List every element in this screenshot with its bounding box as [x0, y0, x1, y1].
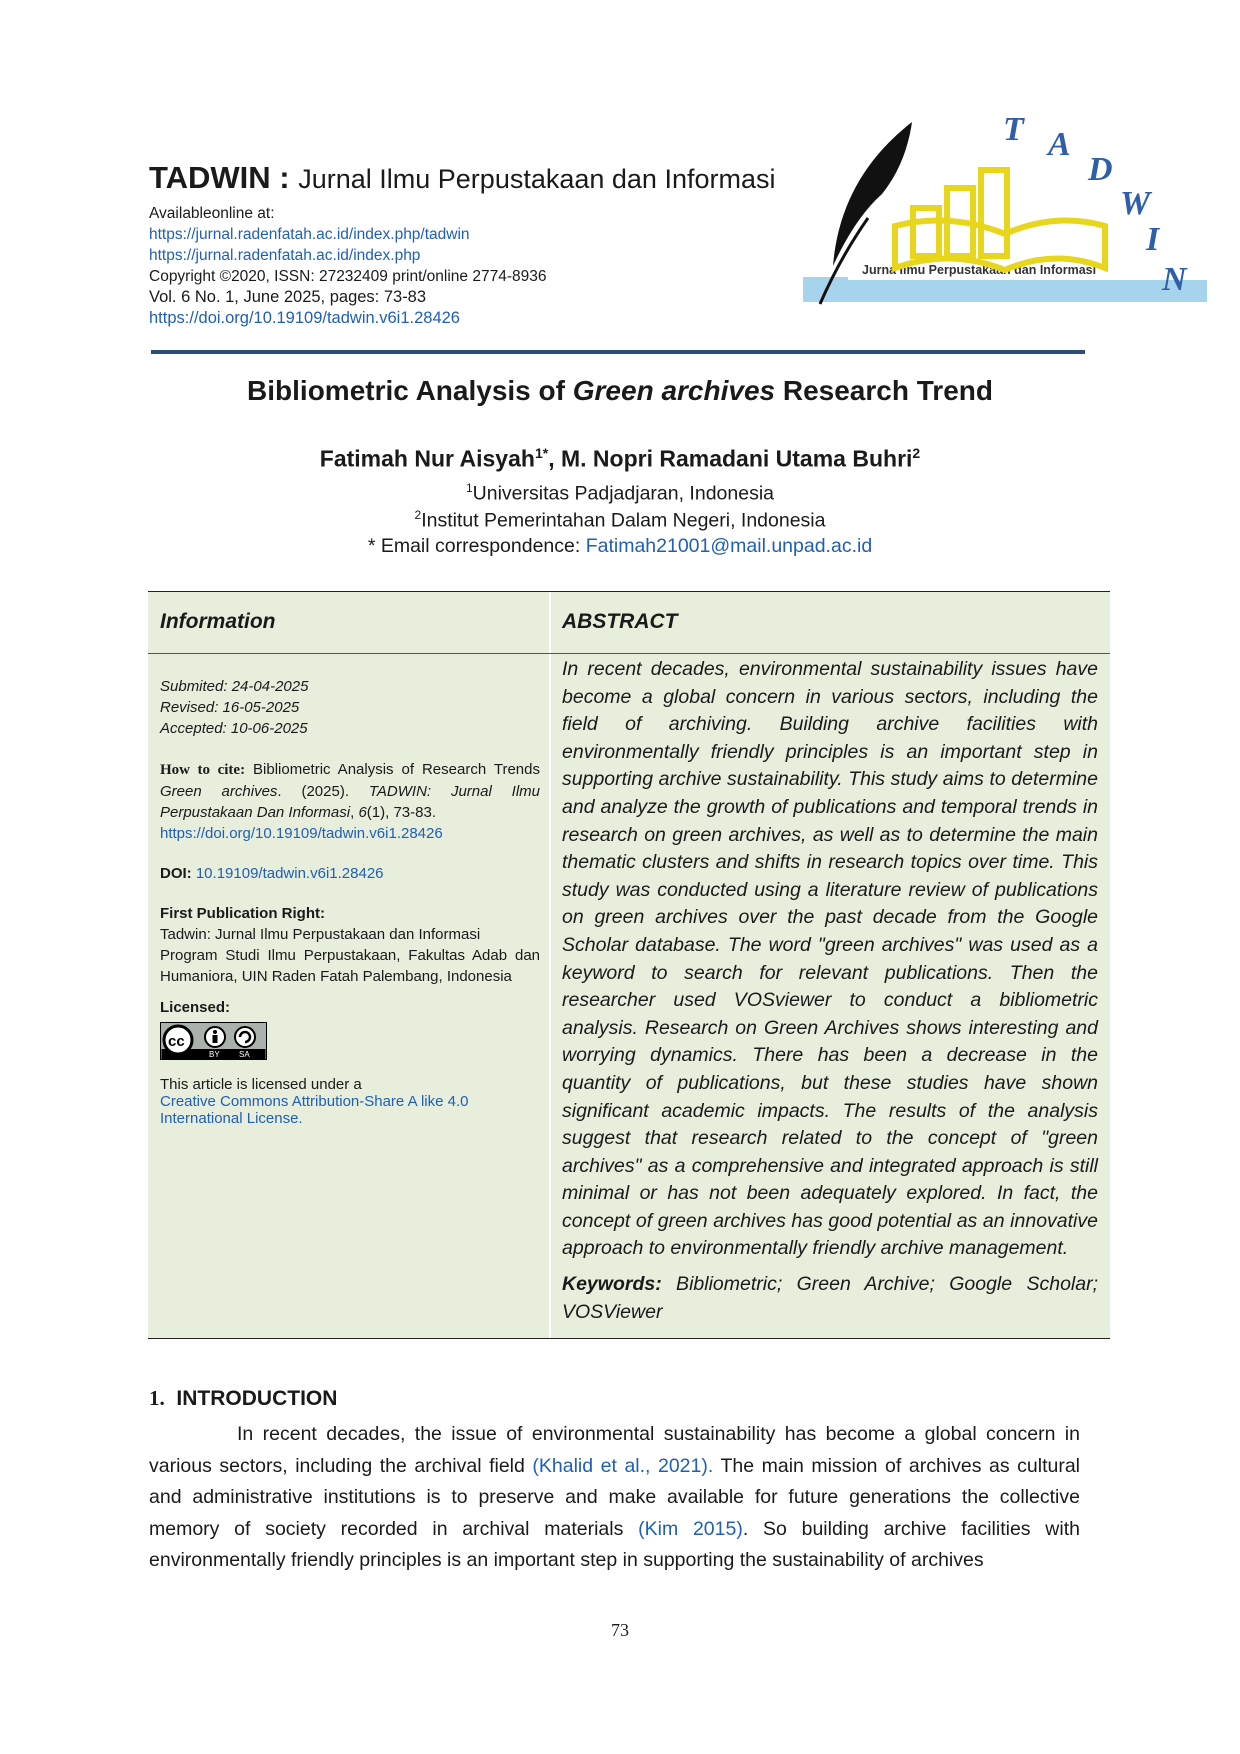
book-icon: [895, 170, 1105, 270]
citation-kim-link[interactable]: (Kim 2015): [638, 1517, 743, 1540]
keywords-line: Keywords: Bibliometric; Green Archive; Google Scholar; VOSViewer: [562, 1273, 1098, 1323]
author-2: M. Nopri Ramadani Utama Buhri: [560, 445, 913, 472]
copyright-text: Copyright ©2020, ISSN: 27232409 print/online 2774-8936: [149, 268, 547, 285]
journal-subtitle: Jurnal Ilmu Perpustakaan dan Informasi: [298, 164, 776, 194]
abstract-column: [551, 592, 1110, 1338]
box-top-rule: [148, 591, 1110, 592]
journal-info: [149, 203, 546, 329]
accepted-date: Accepted: 10-06-2025: [160, 720, 308, 737]
publication-right-text: Program Studi Ilmu Perpustakaan, Fakultas Adab dan Humaniora, UIN Raden Fatah Palembang, Indonesia: [160, 947, 540, 985]
logo-banner-text: Jurna Ilmu Perpustakaan dan Informasi: [862, 263, 1097, 277]
available-label: Availableonline at:: [149, 205, 275, 222]
logo-letter-t: T: [1003, 111, 1024, 148]
paper-title: Bibliometric Analysis of Green archives Research Trend: [247, 375, 993, 406]
cc-logo-icon: [168, 1033, 185, 1050]
cc-sa-label: SA: [239, 1050, 250, 1059]
email-link[interactable]: Fatimah21001@mail.unpad.ac.id: [585, 535, 873, 557]
license-link[interactable]: Creative Commons Attribution-Share A like 4.0 International License.: [160, 1093, 469, 1127]
submitted-date: Submited: 24-04-2025: [160, 678, 309, 695]
logo-letter-w: W: [1120, 185, 1151, 222]
logo-letter-i: I: [1146, 221, 1160, 258]
introduction-text: [149, 1419, 1080, 1577]
journal-title: [149, 160, 775, 196]
logo-letter-n: N: [1162, 261, 1187, 298]
doi-line: DOI: 10.19109/tadwin.v6i1.28426: [160, 865, 384, 882]
information-heading: Information: [160, 610, 276, 633]
header-divider: [151, 350, 1085, 354]
revised-date: Revised: 16-05-2025: [160, 699, 300, 716]
site-url-link[interactable]: https://jurnal.radenfatah.ac.id/index.php: [149, 247, 421, 264]
doi-value-link[interactable]: 10.19109/tadwin.v6i1.28426: [195, 865, 384, 882]
page-number: 73: [611, 1620, 629, 1640]
journal-url-link[interactable]: https://jurnal.radenfatah.ac.id/index.php/tadwin: [149, 226, 470, 243]
abstract-body: [562, 656, 1098, 1326]
doi-link[interactable]: https://doi.org/10.19109/tadwin.v6i1.28426: [149, 309, 460, 327]
box-header-rule: [148, 653, 1110, 654]
authors: Fatimah Nur Aisyah$^{1*}$, M. Nopri Ramadani Utama Buhri$^2$: [319, 445, 921, 472]
box-bottom-rule: [148, 1338, 1110, 1339]
cc-by-sa-badge[interactable]: [160, 1022, 267, 1060]
logo-banner-background: [803, 277, 1207, 302]
information-column: [148, 592, 549, 1338]
introduction-heading: 1. INTRODUCTION: [149, 1386, 338, 1410]
info-abstract-box: [148, 591, 1110, 1339]
citation-khalid-link[interactable]: (Khalid et al., 2021).: [532, 1454, 714, 1477]
logo-letter-a: A: [1048, 126, 1071, 163]
introduction-paragraph: In recent decades, the issue of environmental sustainability has become a global concern in various sectors, including the archival field (Khalid et al., 2021). The main mission of archives as cultural and administrative institutions is to preserve and make available for future generations the collective memory of society recorded in archival materials (Kim 2015). So building archive facilities with environmentally friendly principles is an important step in supporting the sustainability of archives: [149, 1423, 1080, 1572]
journal-logo: [800, 108, 1220, 338]
publication-right-line: Tadwin: Jurnal Ilmu Perpustakaan dan Informasi: [160, 926, 481, 943]
quill-icon: [833, 122, 912, 266]
author-1: Fatimah Nur Aisyah: [319, 445, 535, 472]
affiliation-1: $^1$Universitas Padjadjaran, Indonesia: [465, 481, 775, 505]
information-body: [160, 676, 540, 1127]
email-line: * Email correspondence: Fatimah21001@mail.unpad.ac.id: [367, 535, 873, 557]
journal-name: TADWIN :: [149, 160, 290, 195]
by-attribution-icon: [213, 1030, 218, 1043]
abstract-text: In recent decades, environmental sustainability issues have become a global concern in various sectors, including the field of archiving. Building archive facilities with environmentally friendly principles is an important step in supporting archive sustainability. This study aims to determine and analyze the growth of publications and temporal trends in research on green archives, as well as to determine the main thematic clusters and shifts in research topics over time. This study was conducted using a literature review of publications on green archives over the past decade from the Google Scholar database. The word "green archives" was used as a keyword to search for relevant publications. Then the researcher used VOSviewer to conduct a bibliometric analysis. Research on Green Archives shows interesting and worrying dynamics. There has been a decrease in the quantity of publications, but these studies have shown significant academic impacts. The results of the analysis suggest that research related to the concept of "green archives" as a comprehensive and integrated approach is still minimal or has not been adequately explored. In fact, the concept of green archives has good potential as an innovative approach to environmentally friendly archive management.: [562, 658, 1098, 1260]
affiliation-2: $^2$Institut Pemerintahan Dalam Negeri, Indonesia: [414, 508, 826, 532]
license-text: This article is licensed under a: [160, 1076, 362, 1093]
svg-text:cc: cc: [168, 1033, 185, 1050]
publication-right-label: First Publication Right:: [160, 905, 325, 922]
volume-text: Vol. 6 No. 1, June 2025, pages: 73-83: [149, 288, 427, 306]
abstract-heading: ABSTRACT: [562, 610, 678, 633]
logo-letter-d: D: [1088, 151, 1113, 188]
cc-by-label: BY: [209, 1050, 220, 1059]
cite-doi-link[interactable]: https://doi.org/10.19109/tadwin.v6i1.28426: [160, 825, 443, 842]
how-to-cite: How to cite: Bibliometric Analysis of Research Trends Green archives. (2025). TADWIN: Jurnal Ilmu Perpustakaan Dan Informasi, 6(1), 73-83. https://doi.org/10.19109/tadwin.v6i1.28426: [160, 761, 540, 842]
licensed-label: Licensed:: [160, 999, 231, 1016]
